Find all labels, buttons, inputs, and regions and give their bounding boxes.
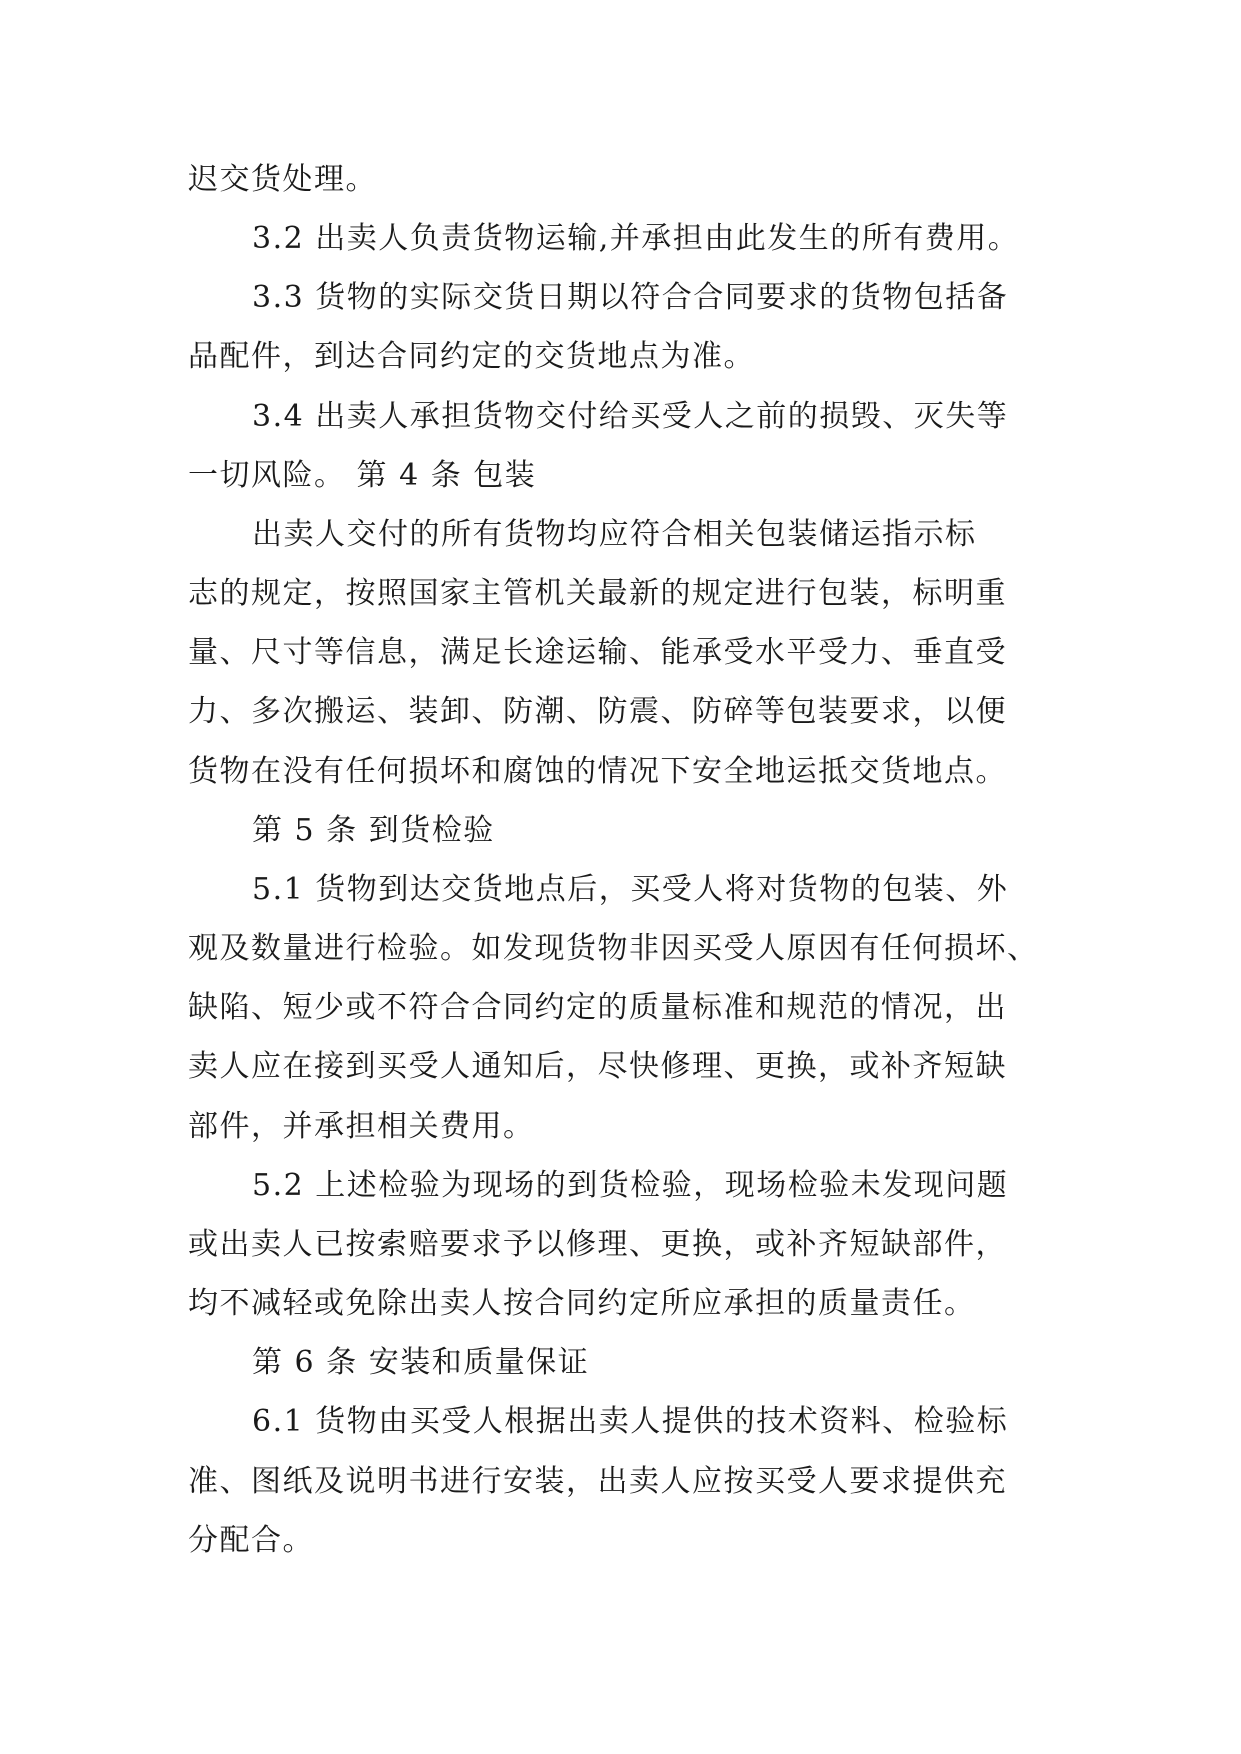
text-line: 缺陷、短少或不符合合同约定的质量标准和规范的情况，出 — [188, 990, 1007, 1025]
text-line: 迟交货处理。 — [188, 162, 377, 197]
text-line: 3.4 出卖人承担货物交付给买受人之前的损毁、灭失等 — [252, 399, 1009, 434]
text-line: 或出卖人已按索赔要求予以修理、更换，或补齐短缺部件， — [188, 1227, 1007, 1262]
text-line: 部件，并承担相关费用。 — [188, 1109, 535, 1144]
text-line: 准、图纸及说明书进行安装，出卖人应按买受人要求提供充 — [188, 1464, 1007, 1499]
text-line: 品配件，到达合同约定的交货地点为准。 — [188, 339, 755, 374]
text-line: 均不减轻或免除出卖人按合同约定所应承担的质量责任。 — [188, 1286, 976, 1321]
text-line: 观及数量进行检验。如发现货物非因买受人原因有任何损坏、 — [188, 931, 1039, 966]
text-line: 一切风险。 第 4 条 包装 — [188, 458, 537, 493]
text-line: 志的规定，按照国家主管机关最新的规定进行包装，标明重 — [188, 576, 1007, 611]
text-line: 分配合。 — [188, 1523, 314, 1558]
text-line: 量、尺寸等信息，满足长途运输、能承受水平受力、垂直受 — [188, 635, 1007, 670]
text-line: 出卖人交付的所有货物均应符合相关包装储运指示标 — [252, 517, 977, 552]
text-line: 卖人应在接到买受人通知后，尽快修理、更换，或补齐短缺 — [188, 1049, 1007, 1084]
text-line: 3.2 出卖人负责货物运输,并承担由此发生的所有费用。 — [252, 221, 1020, 256]
text-line: 5.2 上述检验为现场的到货检验，现场检验未发现问题 — [252, 1168, 1009, 1203]
text-line: 6.1 货物由买受人根据出卖人提供的技术资料、检验标 — [252, 1404, 1009, 1439]
section-heading: 第 5 条 到货检验 — [252, 813, 495, 848]
section-heading: 第 6 条 安装和质量保证 — [252, 1345, 590, 1380]
text-line: 货物在没有任何损坏和腐蚀的情况下安全地运抵交货地点。 — [188, 754, 1007, 789]
text-line: 5.1 货物到达交货地点后，买受人将对货物的包装、外 — [252, 872, 1009, 907]
text-line: 力、多次搬运、装卸、防潮、防震、防碎等包装要求，以便 — [188, 694, 1007, 729]
text-line: 3.3 货物的实际交货日期以符合合同要求的货物包括备 — [252, 280, 1009, 315]
